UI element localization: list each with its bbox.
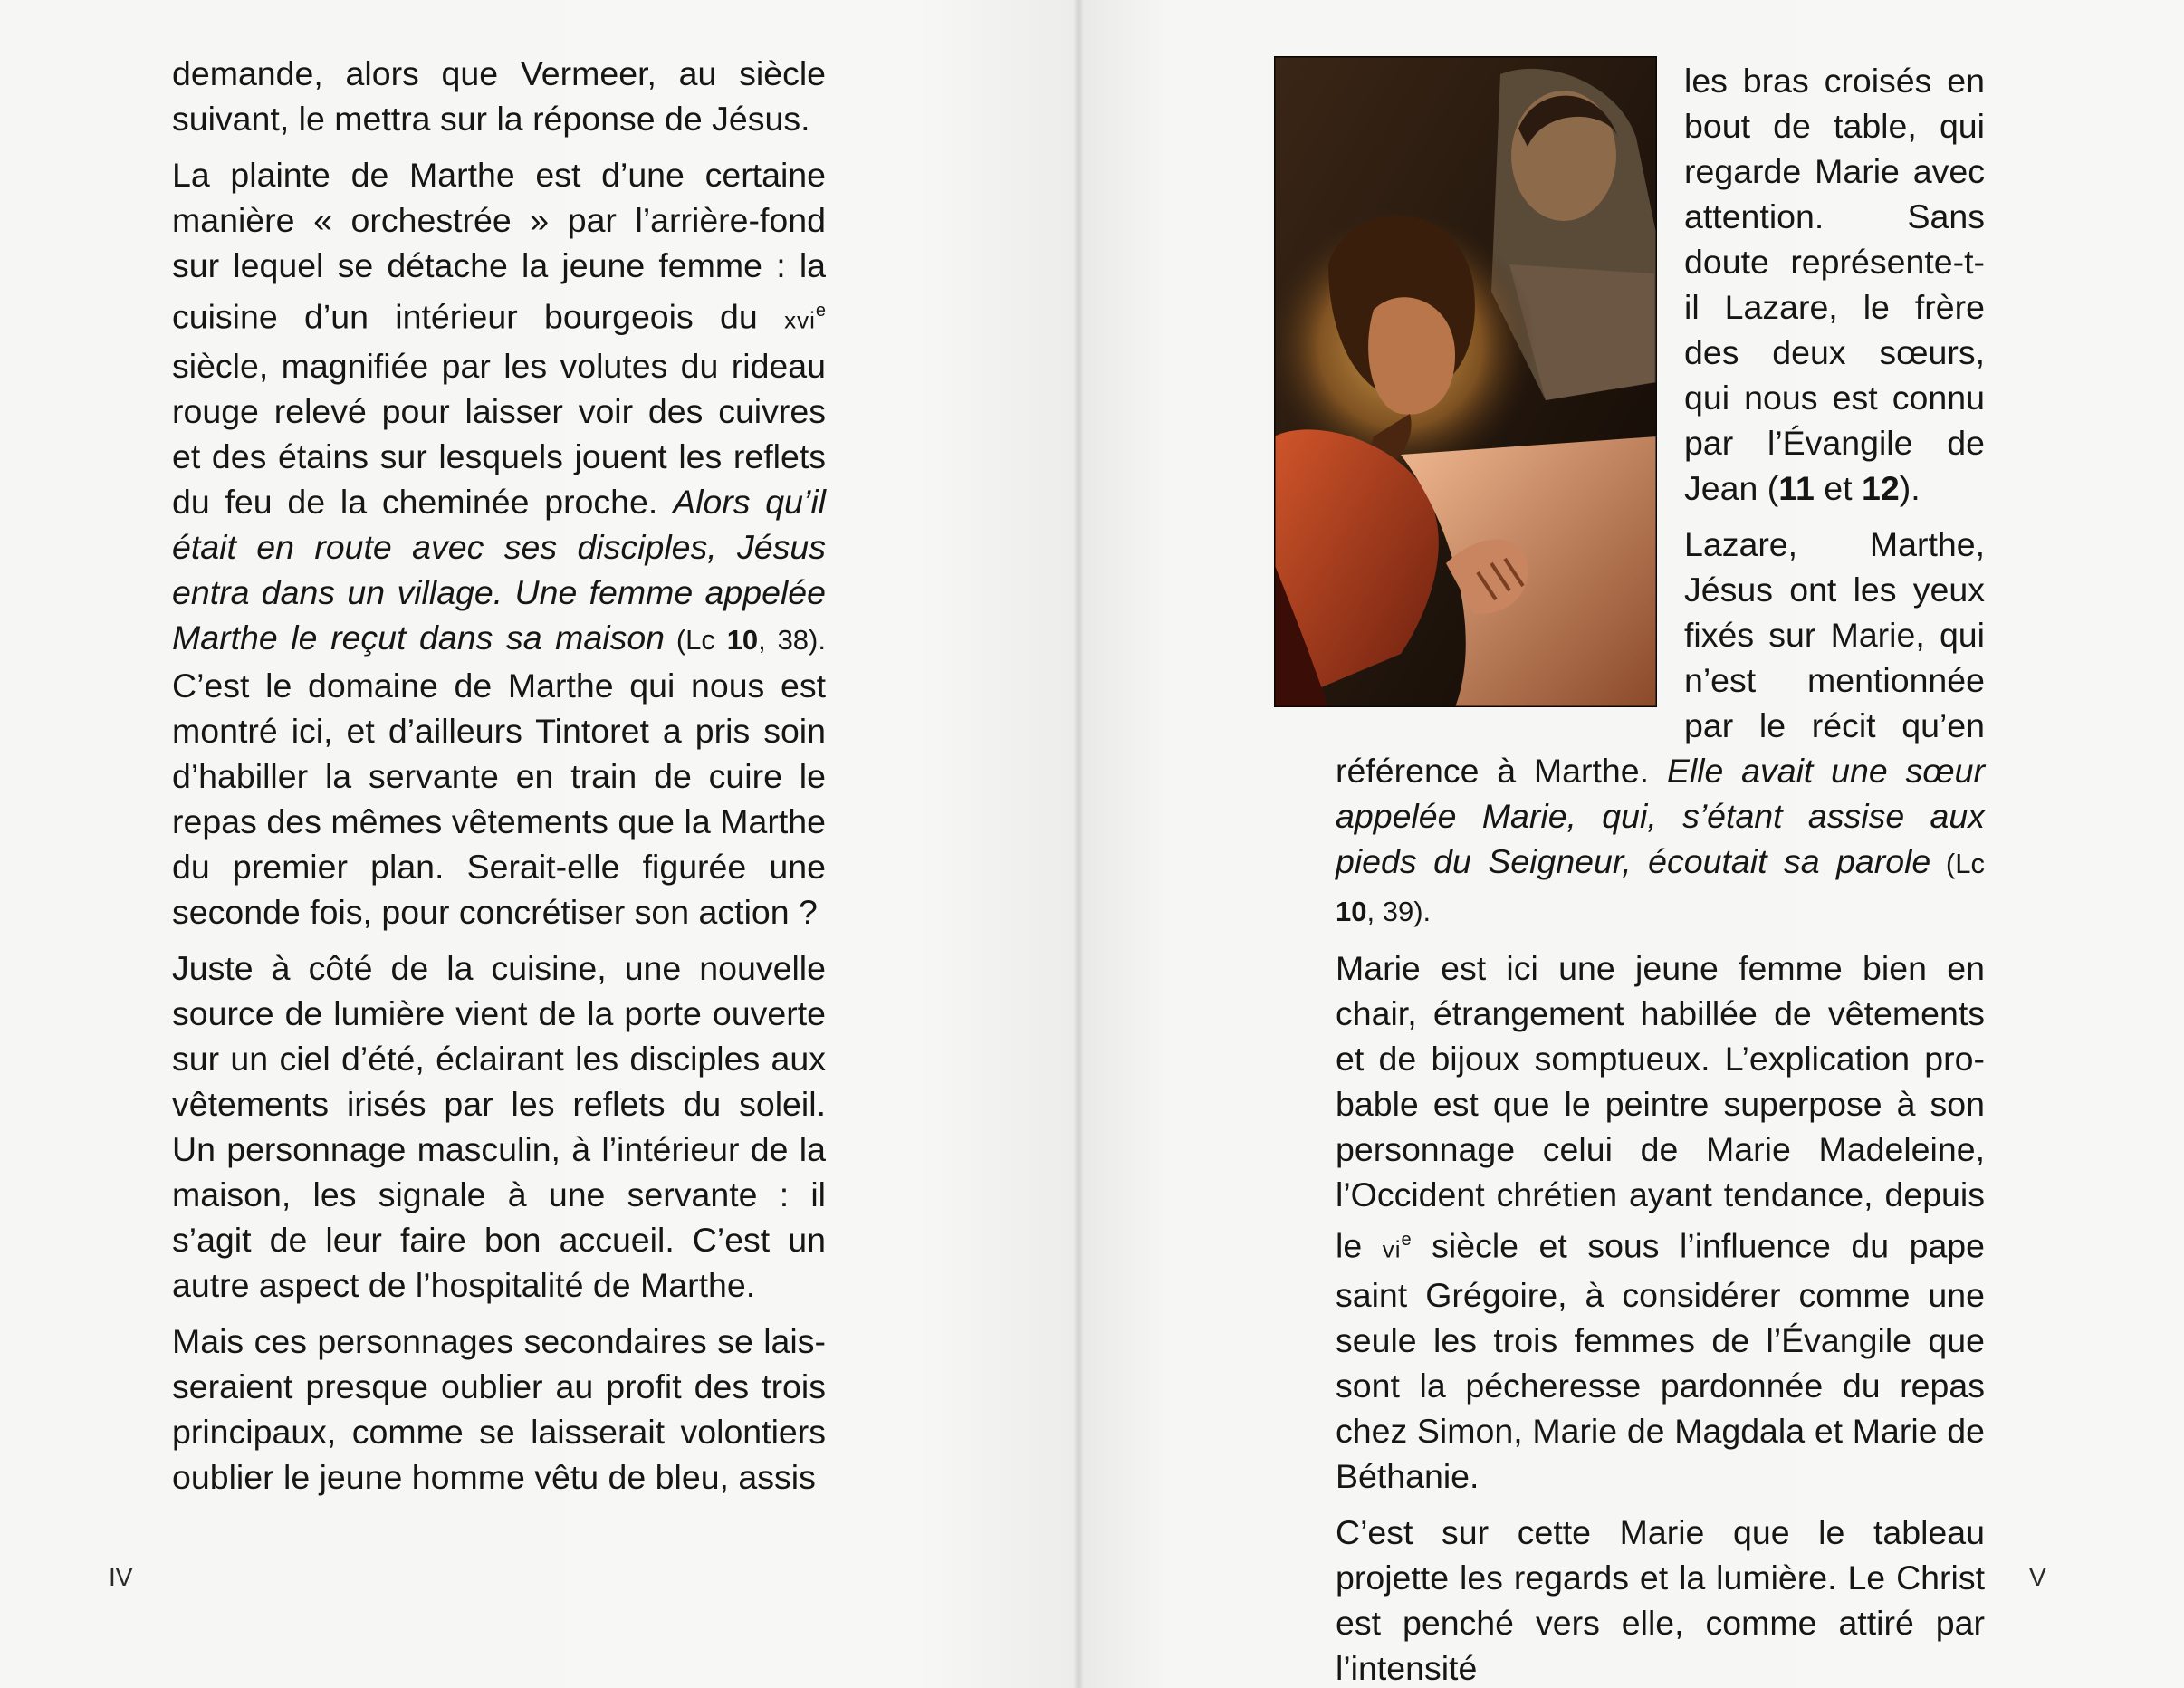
paragraph: Marie est ici une jeune femme bien en chair, étrangement habillée de vêtements et de bijoux somptueux. L’explication probable est que le peintre superpose à son personnage celui de Marie Madeleine, l’Occident chrétien ayant tendance, depuis le $vi^e$ siècle et sous l’influence du pape saint Grégoire, à considérer comme une seule les trois femmes de l’Évangile que sont la pécheresse pardonnée du repas chez Simon, Marie de Magdala et Marie de Béthanie. — [1336, 949, 1986, 1495]
paragraph: Mais ces personnages secondaires se laisseraient presque oublier au profit des trois principaux, comme se laisserait volontiers oublier le jeune homme vêtu de bleu, assis — [172, 1321, 826, 1496]
book-gutter — [1074, 0, 1083, 1688]
painting-detail-image — [1274, 56, 1657, 707]
chapter-number: 12 — [1862, 469, 1900, 507]
page-number: IV — [109, 1563, 133, 1591]
page-number: V — [2029, 1563, 2046, 1591]
paragraph: Juste à côté de la cuisine, une nouvelle source de lumière vient de la porte ouverte sur un ciel d’été, éclairant les disciples aux vêtements irisés par les reflets du soleil. Un personnage masculin, à l’intérieur de la maison, les signale à une servante : il s’agit de leur faire bon accueil. C’est un autre aspect de l’hospitalité de Marthe. — [172, 948, 826, 1304]
chapter-number: 11 — [1778, 469, 1815, 507]
left-text-column — [172, 51, 826, 1511]
paragraph: La plainte de Marthe est d’une certaine manière « orchestrée » par l’arrière-fond sur lequel se détache la jeune femme : la cuisine d’un intérieur bourgeois du xvi$^e$ siècle, magnifiée par les volutes du rideau rouge relevé pour laisser voir des cuivres et des étains sur lesquels jouent les reflets du feu de la cheminée proche. Alors qu’il était en route avec ses disciples, Jésus entra dans un village. Une femme appelée Marthe le reçut dans sa maison (Lc 10, 38). C’est le domaine de Marthe qui nous est montré ici, et d’ailleurs Tintoret a pris soin d’habiller la servante en train de cuire le repas des mêmes vêtements que la Marthe du premier plan. Serait-elle figurée une seconde fois, pour concrétiser son action ? — [172, 156, 826, 931]
right-page — [1079, 0, 2184, 1688]
left-page — [0, 0, 1079, 1688]
chapter-number: 10 — [1336, 896, 1367, 927]
painting-illustration — [1274, 56, 1657, 707]
scripture-quote: Alors qu’il était en route avec ses disciples, Jésus entra dans un village. Une femme appelée Marthe le reçut dans sa maison — [172, 482, 826, 657]
paragraph: Lazare, Marthe, Jésus ont les yeux fixés sur Marie, qui n’est mentionnée par le récit qu’en référence à Marthe. Elle avait une sœur appelée Marie, qui, s’étant assise aux pieds du Seigneur, écoutait sa parole (Lc 10, 39). — [1336, 525, 1985, 927]
century-numeral: xvi — [784, 306, 816, 334]
chapter-number: 10 — [726, 623, 759, 656]
right-text-column — [1336, 58, 1985, 1688]
paragraph: les bras croisés en bout de table, qui regarde Marie avec attention. Sans doute représente-t-il Lazare, le frère des deux sœurs, qui nous est connu par l’Évangile de Jean (11 et 12). — [1684, 62, 1985, 507]
scripture-quote: Elle avait une sœur appelée Marie, qui, s’étant assise aux pieds du Seigneur, écoutait sa parole — [1336, 752, 1985, 880]
century-numeral: vi — [1382, 1235, 1402, 1263]
paragraph: C’est sur cette Marie que le tableau projette les regards et la lumière. Le Christ est penché vers elle, comme attiré par l’intensité — [1336, 1512, 1985, 1687]
paragraph: demande, alors que Vermeer, au siècle suivant, le mettra sur la réponse de Jésus. — [172, 54, 826, 138]
